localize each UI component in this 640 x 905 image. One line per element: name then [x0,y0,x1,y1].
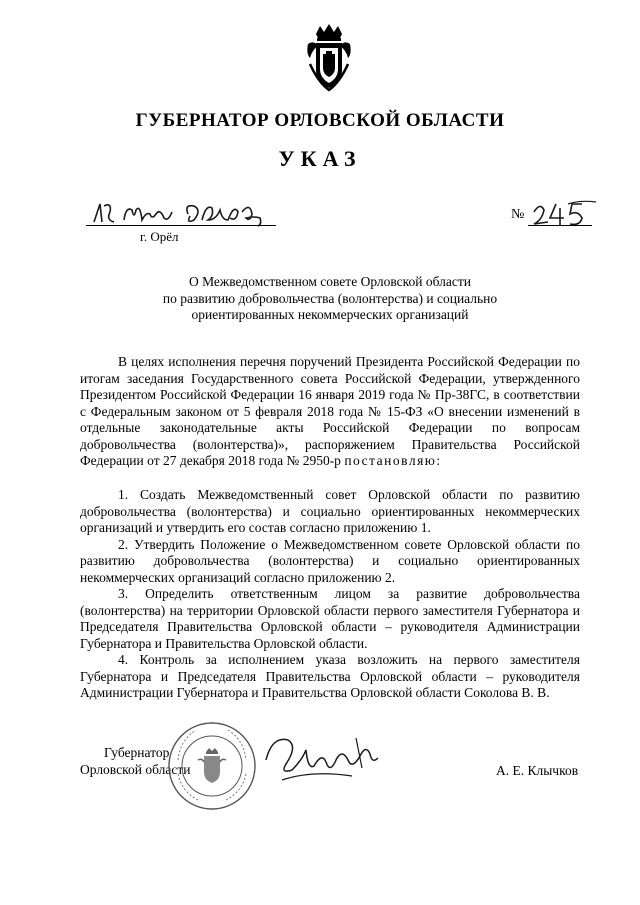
decree-point-3: 3. Определить ответственным лицом за развитие добровольчества (волонтерства) на территории Орловской области первого заместителя Губернатора и Председателя Правительства Орловской области – руководителя Администрации Губернатора и Правительства Орловской области. [80,586,580,651]
document-type-heading: УКАЗ [278,146,362,171]
subject-line: О Межведомственном совете Орловской области [188,274,472,289]
date-underline [86,225,276,226]
decree-point-4: 4. Контроль за исполнением указа возложить на первого заместителя Губернатора и Председателя Правительства Орловской области – руководителя Администрации Губернатора и Правительства Орловской области Соколова В. В. [80,652,580,700]
number-underline [528,225,592,226]
signatory-title-line2: Орловской области [80,762,191,777]
authority-heading: ГУБЕРНАТОР ОРЛОВСКОЙ ОБЛАСТИ [135,110,505,131]
decree-subject [120,274,540,324]
handwritten-signature [262,730,382,790]
subject-line: по развитию добровольчества (волонтерства) и социально [162,290,498,306]
number-sign: № [511,207,525,222]
subject-line: ориентированных некоммерческих организаций [191,307,469,322]
decree-point-2: 2. Утвердить Положение о Межведомственном совете Орловской области по развитию добровольчества (волонтерства) и социально ориентированных некоммерческих организаций согласно приложению 2. [80,536,580,585]
decree-word: постановляю: [344,453,442,468]
city-label: г. Орёл [140,229,179,244]
decree-points [80,487,580,702]
signatory-title-line1: Губернатор [104,745,170,760]
coat-of-arms-icon [304,24,354,92]
preamble-text: В целях исполнения перечня поручений Президента Российской Федерации по итогам заседания Государственного совета Российской Федерации, утвержденного Президентом Российской Федерации 16 января 2019 года № Пр-38ГС, в соответствии с Федеральным законом от 5 февраля 2018 года № 15-ФЗ «О внесении изменений в отдельные законодательные акты Российской Федерации по вопросам добровольчества (волонтерства)», распоряжением Правительства Российской Федерации от 27 декабря 2018 года № 2950-р [80,354,580,468]
decree-point-1: 1. Создать Межведомственный совет Орловской области по развитию добровольчества (волонтерства) и социально ориентированных некоммерческих организаций и утвердить его состав согласно приложению 1. [80,487,580,535]
official-seal-icon [166,720,258,812]
preamble [80,354,580,470]
signatory-name: А. Е. Клычков [496,763,579,778]
